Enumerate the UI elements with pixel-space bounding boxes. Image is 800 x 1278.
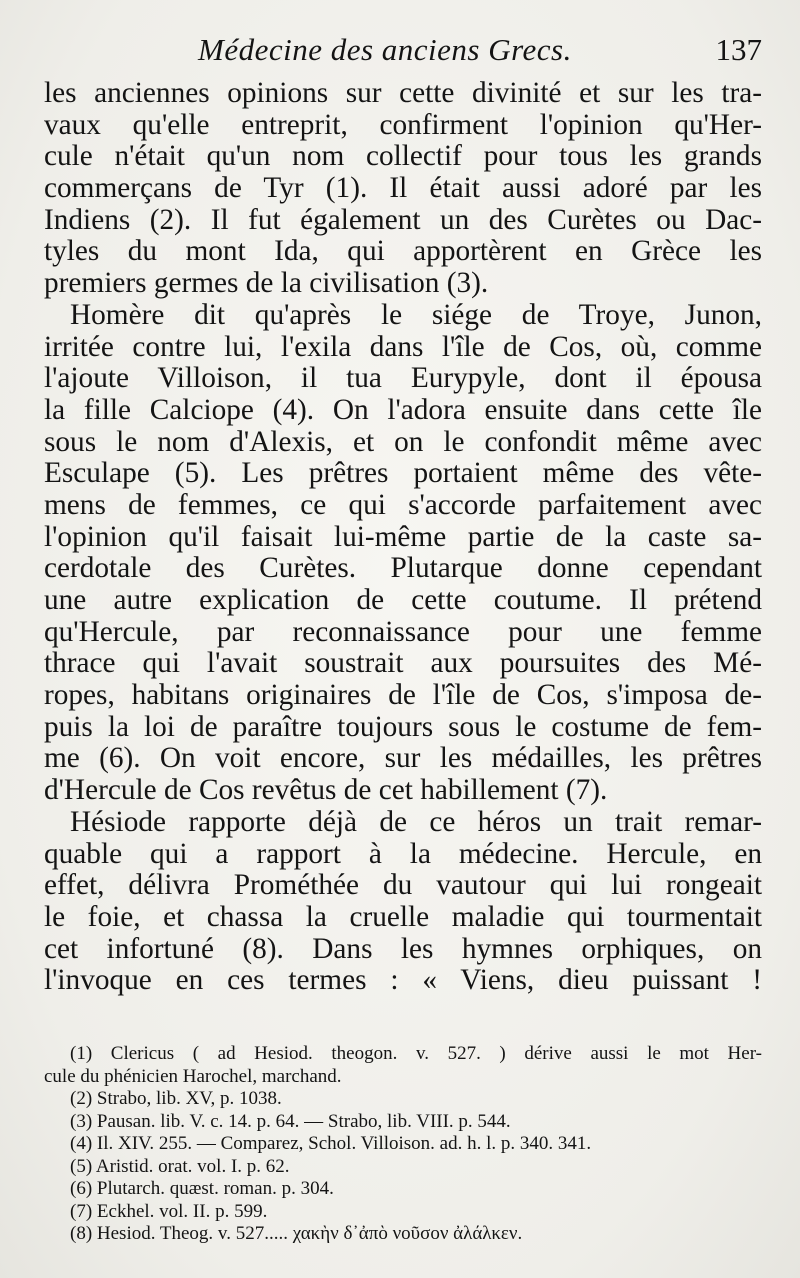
footnote-8: (8) Hesiod. Theog. v. 527..... χακὴν δ᾽ἀπὸ νοῦσον ἀλάλκεν.	[70, 1223, 523, 1244]
page-number: 137	[715, 32, 762, 67]
text-line: me (6). On voit encore, sur les médailles, les prêtres	[44, 742, 762, 775]
running-head	[0, 30, 800, 78]
text-line: tyles du mont Ida, qui apportèrent en Grèce les	[44, 235, 762, 268]
text-line: les anciennes opinions sur cette divinité et sur les tra-	[44, 77, 762, 109]
text-line: une autre explication de cette coutume. Il prétend	[44, 584, 762, 616]
footnote-7: (7) Eckhel. vol. II. p. 599.	[70, 1200, 268, 1222]
footnote-3: (3) Pausan. lib. V. c. 14. p. 64. — Strabo, lib. VIII. p. 544.	[70, 1110, 511, 1132]
text-line: l'invoque en ces termes : « Viens, dieu puissant !	[44, 964, 762, 997]
text-line: puis la loi de paraître toujours sous le costume de fem-	[44, 710, 762, 743]
paragraph	[44, 78, 762, 300]
text-line: l'opinion qu'il faisait lui-même partie de la caste sa-	[44, 520, 762, 553]
text-line: vaux qu'elle entreprit, confirment l'opinion qu'Her-	[44, 108, 762, 141]
text-line: ropes, habitans originaires de l'île de Cos, s'imposa de-	[44, 679, 762, 712]
text-line: cule n'était qu'un nom collectif pour tous les grands	[44, 140, 762, 173]
text-line: qu'Hercule, par reconnaissance pour une femme	[44, 615, 762, 648]
paragraph	[44, 300, 762, 807]
text-line: mens de femmes, ce qui s'accorde parfaitement avec	[44, 488, 762, 521]
text-line: quable qui a rapport à la médecine. Hercule, en	[44, 837, 762, 870]
footnote-4: (4) Il. XIV. 255. — Comparez, Schol. Villoison. ad. h. l. p. 340. 341.	[70, 1133, 592, 1154]
text-line: la fille Calciope (4). On l'adora ensuite dans cette île	[44, 393, 762, 426]
footnote-2: (2) Strabo, lib. XV, p. 1038.	[70, 1088, 282, 1109]
text-line: commerçans de Tyr (1). Il était aussi adoré par les	[44, 172, 762, 205]
text-line: Esculape (5). Les prêtres portaient même des vête-	[44, 457, 762, 490]
text-line: cerdotale des Curètes. Plutarque donne cependant	[44, 552, 762, 585]
footnotes	[44, 1043, 762, 1246]
text-line: Homère dit qu'après le siége de Troye, Junon,	[70, 298, 762, 331]
text-line: thrace qui l'avait soustrait aux poursuites des Mé-	[44, 647, 762, 680]
text-line: premiers germes de la civilisation (3).	[44, 267, 489, 300]
paragraph	[44, 807, 762, 997]
text-line: irritée contre lui, l'exila dans l'île de Cos, où, comme	[44, 330, 762, 363]
footnote-1: (1) Clericus ( ad Hesiod. theogon. v. 527. ) dérive aussi le mot Her-	[70, 1043, 762, 1064]
footnote-5: (5) Aristid. orat. vol. I. p. 62.	[70, 1155, 290, 1177]
body-text	[44, 78, 762, 997]
text-line: sous le nom d'Alexis, et on le confondit même avec	[44, 425, 762, 458]
footnote-6: (6) Plutarch. quæst. roman. p. 304.	[70, 1178, 334, 1199]
text-line: Indiens (2). Il fut également un des Curètes ou Dac-	[44, 203, 762, 236]
text-line: d'Hercule de Cos revêtus de cet habillement (7).	[44, 774, 608, 807]
text-line: le foie, et chassa la cruelle maladie qui tourmentait	[44, 900, 762, 933]
text-line: Hésiode rapporte déjà de ce héros un trait remar-	[70, 805, 762, 838]
text-line: l'ajoute Villoison, il tua Eurypyle, dont il épousa	[44, 362, 762, 395]
text-line: cet infortuné (8). Dans les hymnes orphiques, on	[44, 932, 762, 965]
running-title: Médecine des anciens Grecs.	[198, 32, 572, 67]
footnote-1-continuation: cule du phénicien Harochel, marchand.	[44, 1065, 342, 1087]
text-line: effet, délivra Prométhée du vautour qui lui rongeait	[44, 869, 762, 902]
